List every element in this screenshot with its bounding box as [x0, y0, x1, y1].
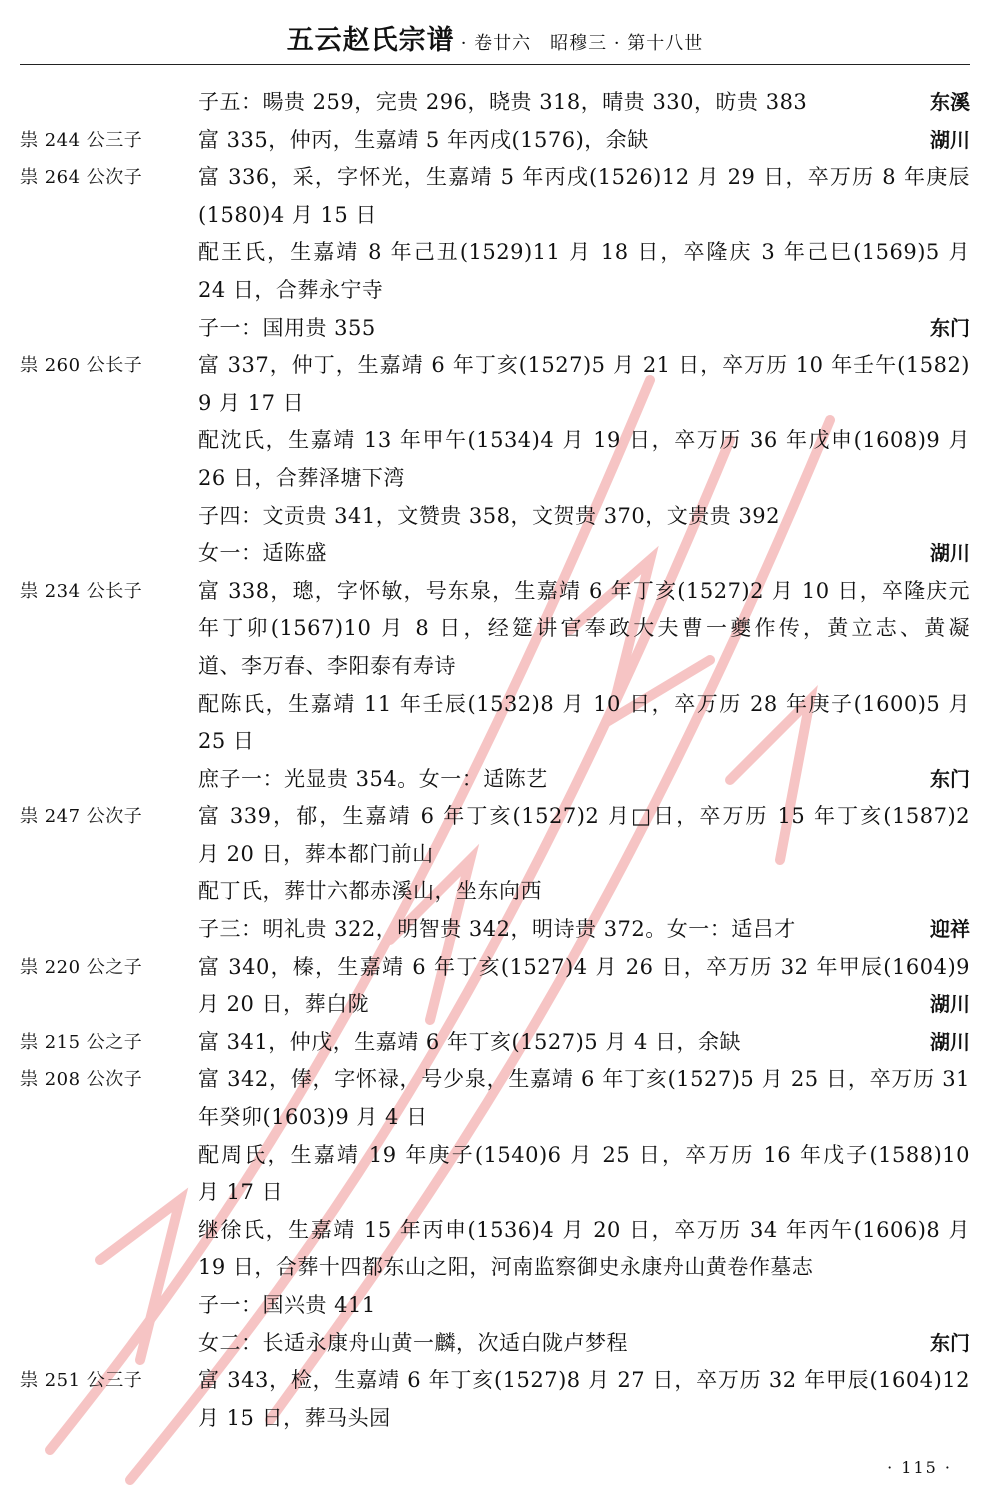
entry-line: [0, 498, 992, 536]
entry-line: [0, 836, 992, 874]
entry-line: [0, 535, 992, 573]
entry-line: [0, 1287, 992, 1325]
residence-place: 湖川: [930, 1029, 970, 1054]
entry-text: 24 日，合葬永宁寺: [198, 277, 384, 302]
entry-text: 配陈氏，生嘉靖 11 年壬辰(1532)8 月 10 日，卒万历 28 年庚子(1600)5 月: [198, 691, 970, 716]
residence-place: 东门: [930, 766, 970, 791]
entry-line: [0, 1325, 992, 1363]
entry-text: 配沈氏，生嘉靖 13 年甲午(1534)4 月 19 日，卒万历 36 年戊申(1608)9 月: [198, 428, 970, 453]
entry-text: 富 342，俸，字怀禄，号少泉，生嘉靖 6 年丁亥(1527)5 月 25 日，卒万历 31: [198, 1067, 970, 1092]
entry-line: [0, 986, 992, 1024]
entry-text: 月 20 日，葬本都门前山: [198, 841, 434, 866]
entry-text: 富 340，榛，生嘉靖 6 年丁亥(1527)4 月 26 日，卒万历 32 年甲辰(1604)9: [198, 954, 970, 979]
entry-line: [0, 686, 992, 724]
entry-text: 配周氏，生嘉靖 19 年庚子(1540)6 月 25 日，卒万历 16 年戊子(1588)10: [198, 1142, 970, 1167]
entry-text: 子四：文贡贵 341，文赞贵 358，文贺贵 370，文贵贵 392: [198, 503, 781, 528]
entry-text: 富 337，仲丁，生嘉靖 6 年丁亥(1527)5 月 21 日，卒万历 10 年壬午(1582): [198, 353, 970, 378]
entry-text: 富 336，采，字怀光，生嘉靖 5 年丙戌(1526)12 月 29 日，卒万历 8 年庚辰: [198, 165, 970, 190]
entry-text: 26 日，合葬泽塘下湾: [198, 465, 405, 490]
entry-text: (1580)4 月 15 日: [198, 202, 377, 227]
residence-place: 湖川: [930, 541, 970, 566]
entry-text: 月 17 日: [198, 1180, 284, 1205]
lineage-label: 祟 220 公之子: [20, 956, 143, 978]
entry-line: [0, 460, 992, 498]
entry-text: 25 日: [198, 729, 255, 754]
entry-text: 富 339，郁，生嘉靖 6 年丁亥(1527)2 月□日，卒万历 15 年丁亥(1587)2: [198, 804, 970, 829]
entry-line: [0, 911, 992, 949]
entry-line: [0, 347, 992, 385]
entry-line: [0, 873, 992, 911]
residence-place: 迎祥: [930, 917, 970, 942]
entry-text: 富 338，璁，字怀敏，号东泉，生嘉靖 6 年丁亥(1527)2 月 10 日，卒隆庆元: [198, 578, 970, 603]
entry-line: [0, 1137, 992, 1175]
entry-line: [0, 310, 992, 348]
entry-line: [0, 1174, 992, 1212]
entry-line: [0, 761, 992, 799]
entry-line: [0, 610, 992, 648]
lineage-label: 祟 208 公次子: [20, 1069, 143, 1091]
page-number: · 115 ·: [887, 1458, 952, 1477]
page-header: [20, 18, 970, 65]
entry-text: 19 日，合葬十四都东山之阳，河南监察御史永康舟山黄卷作墓志: [198, 1255, 814, 1280]
entry-text: 年癸卯(1603)9 月 4 日: [198, 1105, 428, 1130]
volume-subtitle: · 卷廿六 昭穆三 · 第十八世: [460, 33, 704, 54]
entry-text: 富 335，仲丙，生嘉靖 5 年丙戌(1576)，余缺: [198, 127, 649, 152]
entry-text: 道、李万春、李阳泰有寿诗: [198, 653, 456, 678]
residence-place: 东门: [930, 315, 970, 340]
lineage-label: 祟 244 公三子: [20, 129, 143, 151]
entry-line: [0, 234, 992, 272]
entry-line: [0, 1212, 992, 1250]
entry-text: 子一：国用贵 355: [198, 315, 376, 340]
residence-place: 湖川: [930, 127, 970, 152]
entry-line: [0, 798, 992, 836]
entry-text: 月 15 日，葬马头园: [198, 1405, 391, 1430]
residence-place: 湖川: [930, 992, 970, 1017]
entry-text: 9 月 17 日: [198, 390, 305, 415]
residence-place: 东门: [930, 1330, 970, 1355]
entry-line: [0, 272, 992, 310]
entry-line: [0, 122, 992, 160]
entry-line: [0, 422, 992, 460]
entry-text: 年丁卯(1567)10 月 8 日，经筵讲官奉政大夫曹一夔作传，黄立志、黄凝: [198, 616, 970, 641]
entry-text: 富 341，仲戊，生嘉靖 6 年丁亥(1527)5 月 4 日，余缺: [198, 1029, 742, 1054]
entry-line: [0, 573, 992, 611]
entry-text: 富 343，检，生嘉靖 6 年丁亥(1527)8 月 27 日，卒万历 32 年甲辰(1604)12: [198, 1368, 970, 1393]
entry-line: [0, 159, 992, 197]
lineage-label: 祟 247 公次子: [20, 806, 143, 828]
entry-text: 庶子一：光显贵 354。女一：适陈艺: [198, 766, 548, 791]
entry-line: [0, 1249, 992, 1287]
entry-text: 子五：暘贵 259，完贵 296，晓贵 318，晴贵 330，昉贵 383: [198, 90, 808, 114]
entry-text: 继徐氏，生嘉靖 15 年丙申(1536)4 月 20 日，卒万历 34 年丙午(1606)8 月: [198, 1217, 970, 1242]
residence-place: 东溪: [930, 90, 970, 114]
lineage-label: 祟 264 公次子: [20, 167, 143, 189]
entry-line: [0, 1024, 992, 1062]
lineage-label: 祟 251 公三子: [20, 1370, 143, 1392]
entry-text: 女一：适陈盛: [198, 541, 327, 566]
entry-line: [0, 1362, 992, 1400]
lineage-label: 祟 260 公长子: [20, 355, 143, 377]
genealogy-entries: [0, 84, 992, 1437]
entry-line: [0, 723, 992, 761]
entry-line: [0, 1061, 992, 1099]
entry-line: [0, 949, 992, 987]
entry-text: 配丁氏，葬廿六都赤溪山，坐东向西: [198, 879, 542, 904]
lineage-label: 祟 234 公长子: [20, 580, 143, 602]
entry-line: [0, 197, 992, 235]
entry-line: [0, 1099, 992, 1137]
entry-line: [0, 385, 992, 423]
entry-line: [0, 648, 992, 686]
entry-text: 配王氏，生嘉靖 8 年己丑(1529)11 月 18 日，卒隆庆 3 年己巳(1569)5 月: [198, 240, 970, 265]
entry-text: 子三：明礼贵 322，明智贵 342，明诗贵 372。女一：适吕才: [198, 917, 796, 942]
genealogy-title: 五云赵氏宗谱: [286, 25, 455, 56]
entry-text: 月 20 日，葬白陇: [198, 992, 370, 1017]
entry-line: [0, 1400, 992, 1438]
entry-line: [0, 84, 992, 122]
entry-text: 女二：长适永康舟山黄一麟，次适白陇卢梦程: [198, 1330, 628, 1355]
lineage-label: 祟 215 公之子: [20, 1031, 143, 1053]
entry-text: 子一：国兴贵 411: [198, 1293, 376, 1317]
